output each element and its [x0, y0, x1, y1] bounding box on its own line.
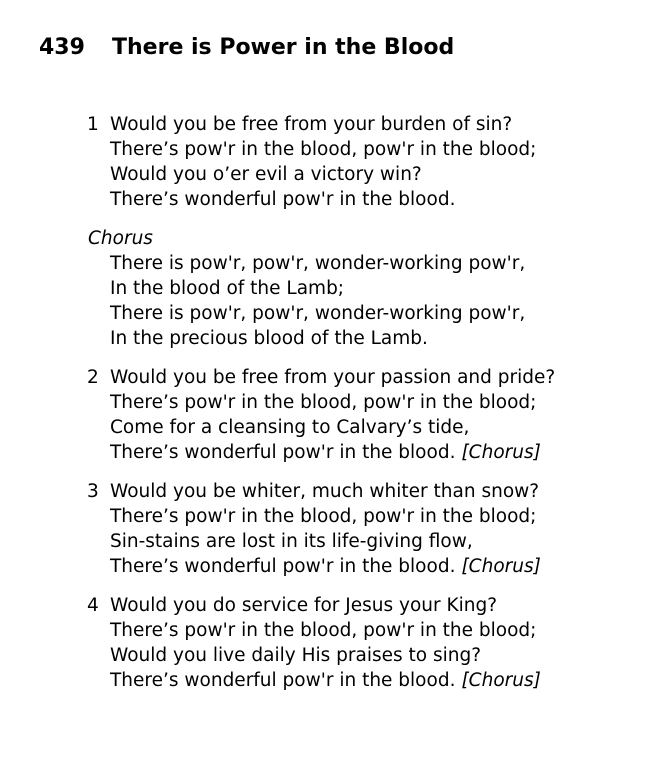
chorus-line: In the blood of the Lamb; [110, 278, 345, 299]
verse-number: 1 [87, 114, 99, 135]
verse-line: Would you be whiter, much whiter than snow? [110, 481, 540, 502]
verse-line: There’s wonderful pow'r in the blood. [110, 189, 456, 210]
verse-line: Would you o’er evil a victory win? [110, 164, 422, 185]
verse-line-last [110, 554, 658, 579]
verse-line: Would you live daily His praises to sing? [110, 645, 482, 666]
hymn-number: 439 [39, 35, 85, 60]
chorus [0, 226, 658, 351]
verse-line: Would you do service for Jesus your King? [110, 595, 498, 616]
verse-line: Would you be free from your passion and pride? [110, 367, 556, 388]
verse-3 [0, 479, 658, 579]
hymn-title: There is Power in the Blood [112, 35, 455, 60]
verse-line: Would you be free from your burden of sin? [110, 114, 513, 135]
verse-1 [0, 112, 658, 212]
verse-line: There’s pow'r in the blood, pow'r in the blood; [110, 506, 537, 527]
verse-number: 2 [87, 367, 99, 388]
verse-line-text: There’s wonderful pow'r in the blood. [110, 442, 456, 463]
hymn-header [39, 33, 454, 63]
verse-number: 4 [87, 595, 99, 616]
hymn-body [0, 112, 658, 693]
verse-line: Come for a cleansing to Calvary’s tide, [110, 417, 470, 438]
verse-line-text: There’s wonderful pow'r in the blood. [110, 556, 456, 577]
chorus-line: There is pow'r, pow'r, wonder-working pow'r, [110, 253, 526, 274]
verse-line: There’s pow'r in the blood, pow'r in the blood; [110, 139, 537, 160]
chorus-reference: [Chorus] [461, 670, 541, 691]
chorus-reference: [Chorus] [461, 442, 541, 463]
verse-line-last [110, 668, 658, 693]
verse-line: There’s pow'r in the blood, pow'r in the blood; [110, 392, 537, 413]
chorus-line: There is pow'r, pow'r, wonder-working pow'r, [110, 303, 526, 324]
chorus-label: Chorus [88, 228, 153, 249]
verse-line: There’s pow'r in the blood, pow'r in the blood; [110, 620, 537, 641]
verse-line-text: There’s wonderful pow'r in the blood. [110, 670, 456, 691]
verse-4 [0, 593, 658, 693]
verse-line-last [110, 440, 658, 465]
verse-number: 3 [87, 481, 99, 502]
chorus-line: In the precious blood of the Lamb. [110, 328, 428, 349]
verse-line: Sin-stains are lost in its life-giving flow, [110, 531, 473, 552]
chorus-reference: [Chorus] [461, 556, 541, 577]
verse-2 [0, 365, 658, 465]
